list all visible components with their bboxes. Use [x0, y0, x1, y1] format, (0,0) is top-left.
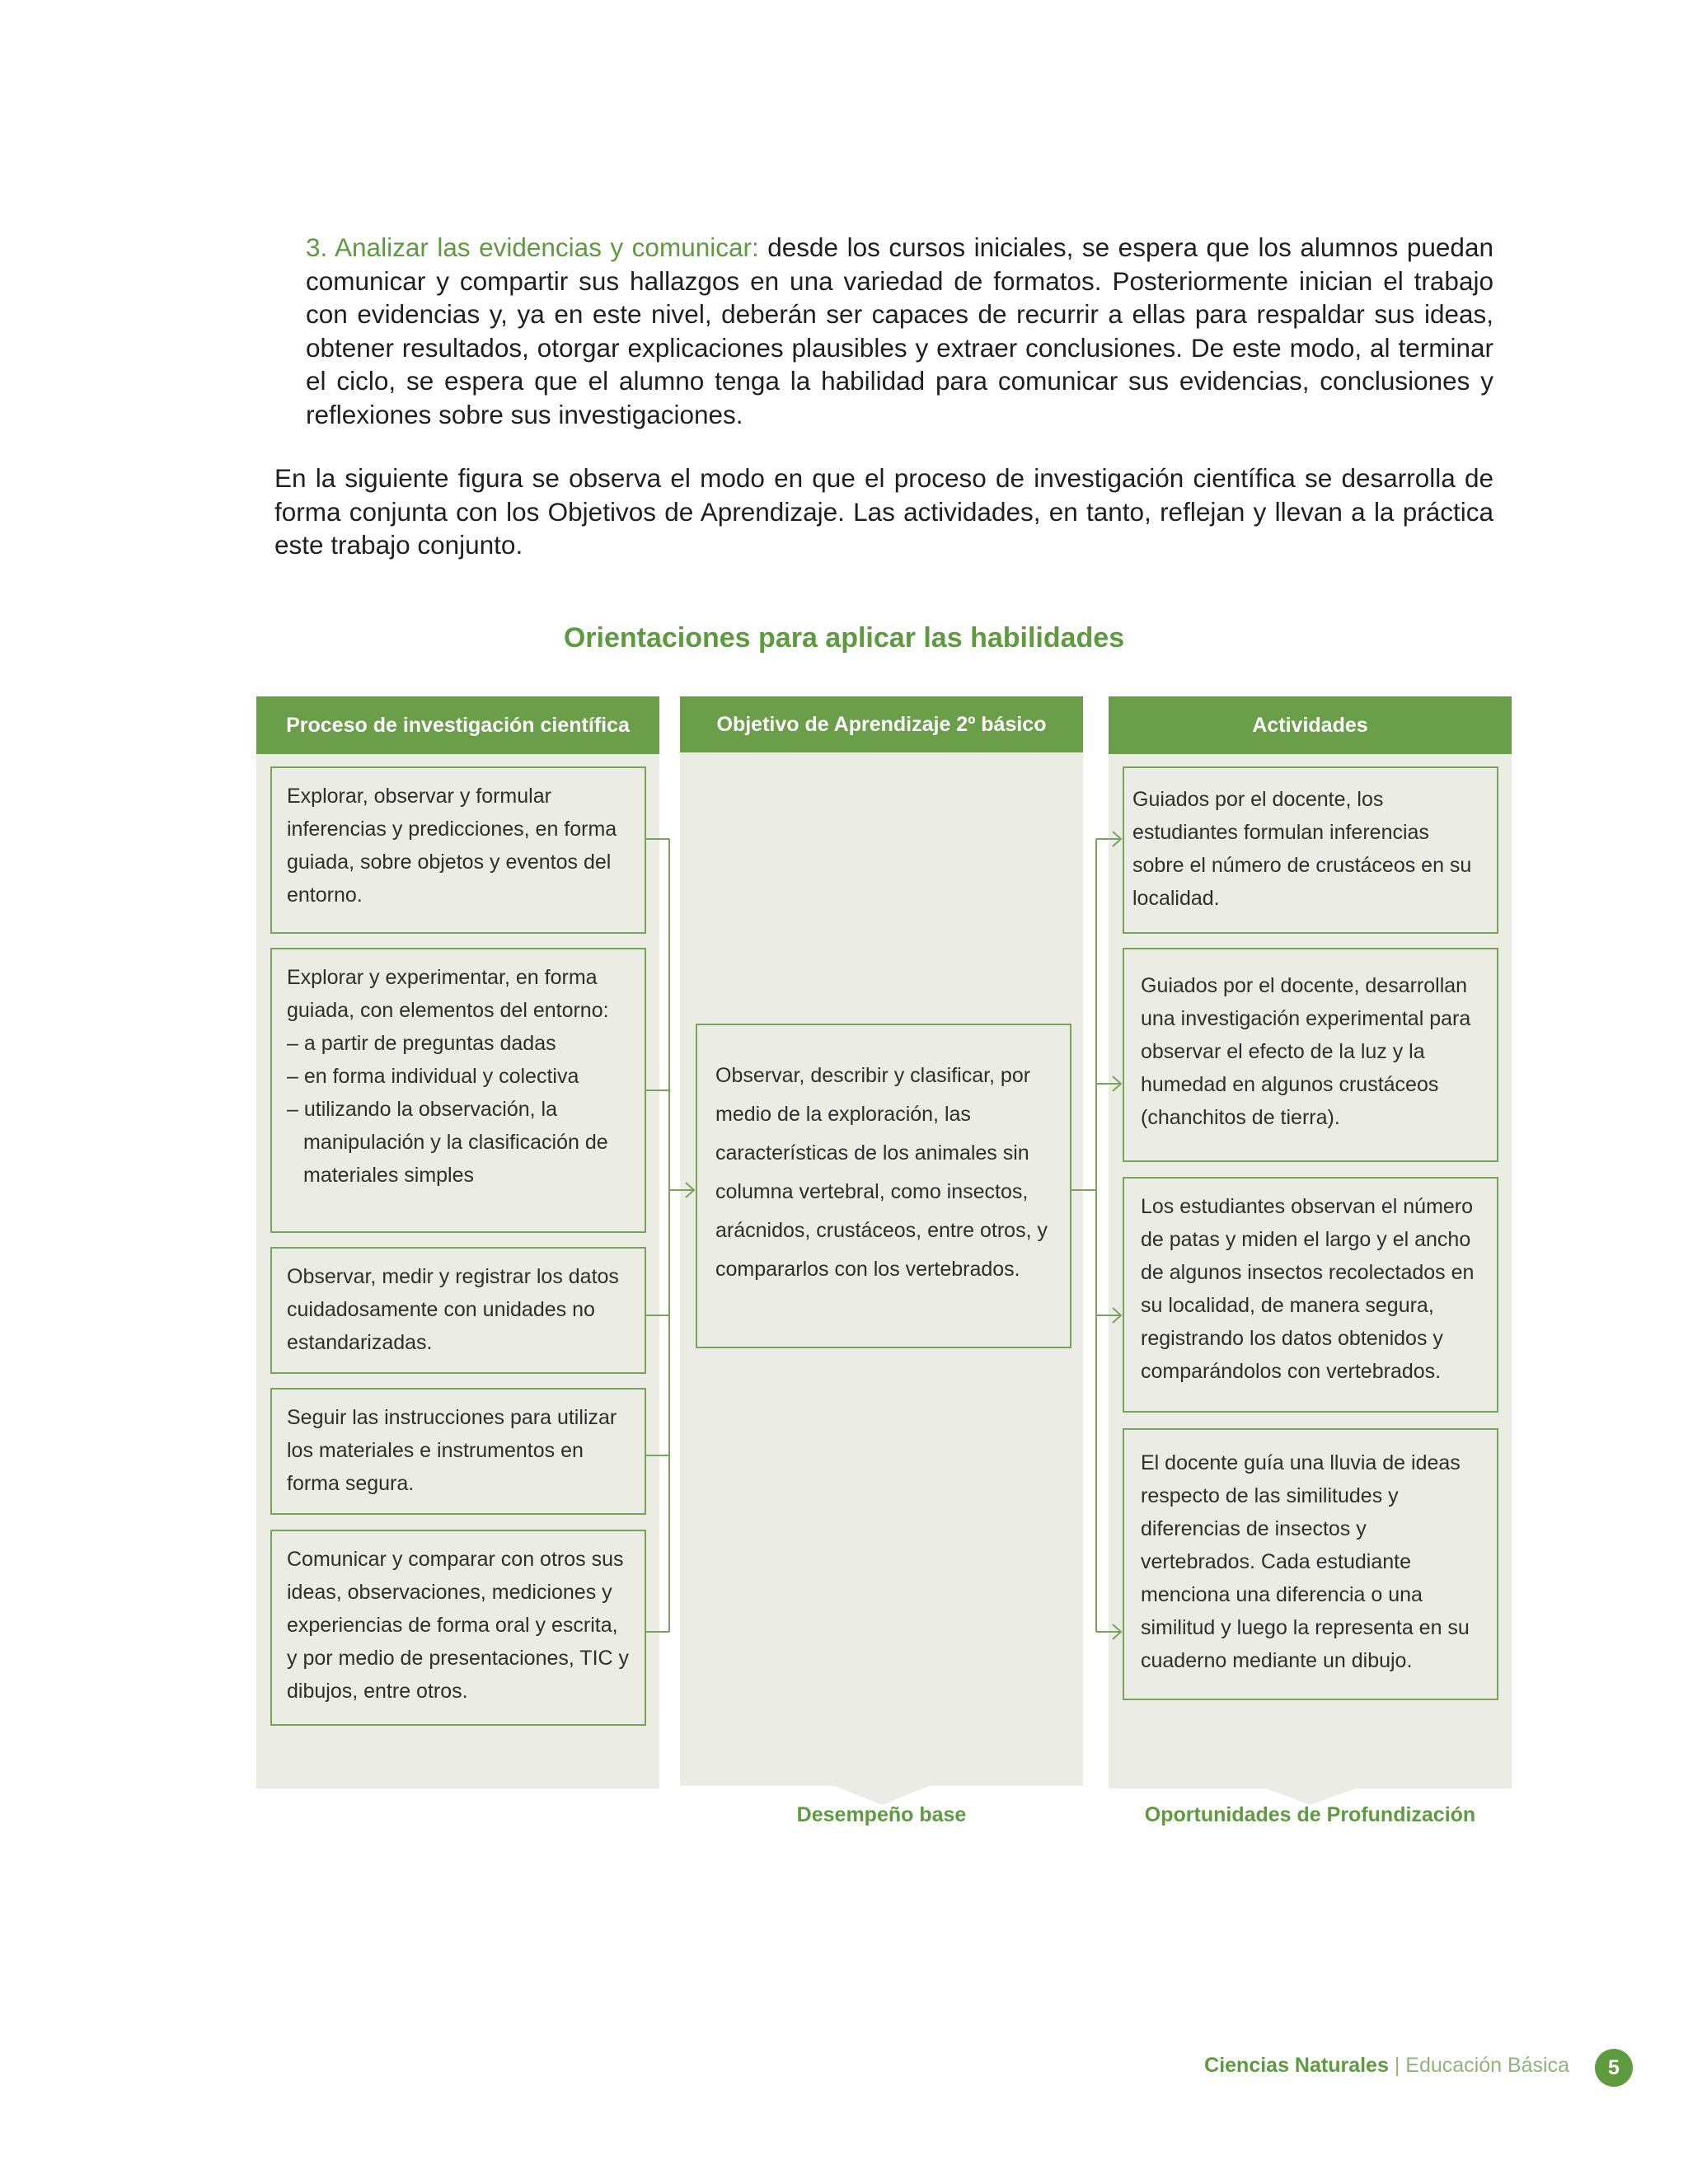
process-item-measure-record: Observar, medir y registrar los datos cuidadosamente con unidades no estandarizadas.: [270, 1247, 646, 1374]
list-item: – a partir de preguntas dadas: [287, 1032, 556, 1055]
base-pointer-icon: [832, 1785, 931, 1805]
activity-inferences: Guiados por el docente, los estudiantes formulan inferencias sobre el número de crustáceos en su localidad.: [1123, 766, 1498, 934]
process-item-explore-observe: Explorar, observar y formular inferencias y predicciones, en forma guiada, sobre objetos y eventos del entorno.: [270, 766, 646, 934]
process-item-explore-experiment: Explorar y experimentar, en forma guiada, con elementos del entorno: – a partir de preguntas dadas – en forma individual y colectiva – utilizando la observación, la manipulación y la clasificación de materiales simples: [270, 948, 646, 1233]
figure-intro-paragraph: En la siguiente figura se observa el modo en que el proceso de investigación científica se desarrolla de forma conjunta con los Objetivos de Aprendizaje. Las actividades, en tanto, reflejan y llevan a la práctica este trabajo conjunto.: [274, 463, 1493, 560]
activity-brainstorm: El docente guía una lluvia de ideas respecto de las similitudes y diferencias de insectos y vertebrados. Cada estudiante menciona una diferencia o una similitud y luego la representa en su cuaderno mediante un dibujo.: [1123, 1428, 1498, 1700]
footer-separator: |: [1394, 2054, 1400, 2077]
step-3-label: 3. Analizar las evidencias y comunicar:: [306, 232, 759, 262]
page-footer: [1204, 2054, 1569, 2078]
activity-experiment: Guiados por el docente, desarrollan una investigación experimental para observar el efecto de la luz y la humedad en algunos crustáceos (chanchitos de tierra).: [1123, 948, 1498, 1162]
base-performance-label: Desempeño base: [796, 1803, 967, 1826]
footer-subject: Ciencias Naturales: [1204, 2054, 1389, 2077]
page-number-badge: 5: [1595, 2049, 1633, 2087]
figure-title: Orientaciones para aplicar las habilidades: [563, 622, 1125, 654]
process-item-communicate: Comunicar y comparar con otros sus ideas, observaciones, mediciones y experiencias de forma oral y escrita, y por medio de presentaciones, TIC y dibujos, entre otros.: [270, 1530, 646, 1726]
step-3-text: desde los cursos iniciales, se espera que los alumnos puedan comunicar y compartir sus hallazgos en una variedad de formatos. Posteriormente inician el trabajo con evidencias y, ya en este nivel, deberán ser capaces de recurrir a ellas para respaldar sus ideas, obtener resultados, otorgar explicaciones plausibles y extraer conclusiones. De este modo, al terminar el ciclo, se espera que el alumno tenga la habilidad para comunicar sus evidencias, conclusiones y reflexiones sobre sus investigaciones.: [306, 232, 1493, 429]
deep-pointer-icon: [1261, 1787, 1360, 1805]
process-item-follow-instructions: Seguir las instrucciones para utilizar los materiales e instrumentos en forma segura.: [270, 1388, 646, 1515]
activity-observe-measure: Los estudiantes observan el número de patas y miden el largo y el ancho de algunos insectos recolectados en su localidad, de manera segura, registrando los datos obtenidos y comparándolos con vertebrados.: [1123, 1177, 1498, 1413]
deepening-opportunities-label: Oportunidades de Profundización: [1144, 1803, 1476, 1826]
learning-objective-box: Observar, describir y clasificar, por medio de la exploración, las características de los animales sin columna vertebral, como insectos, arácnidos, crustáceos, entre otros, y compararlos con los vertebrados.: [696, 1024, 1071, 1348]
list-item: – utilizando la observación, la manipulación y la clasificación de materiales simples: [287, 1098, 608, 1187]
process-column-header: Proceso de investigación científica: [256, 696, 659, 754]
list-item: – en forma individual y colectiva: [287, 1065, 579, 1088]
objective-column-header: Objetivo de Aprendizaje 2º básico: [680, 696, 1083, 752]
footer-level: Educación Básica: [1405, 2054, 1569, 2077]
activities-column-header: Actividades: [1109, 696, 1512, 754]
